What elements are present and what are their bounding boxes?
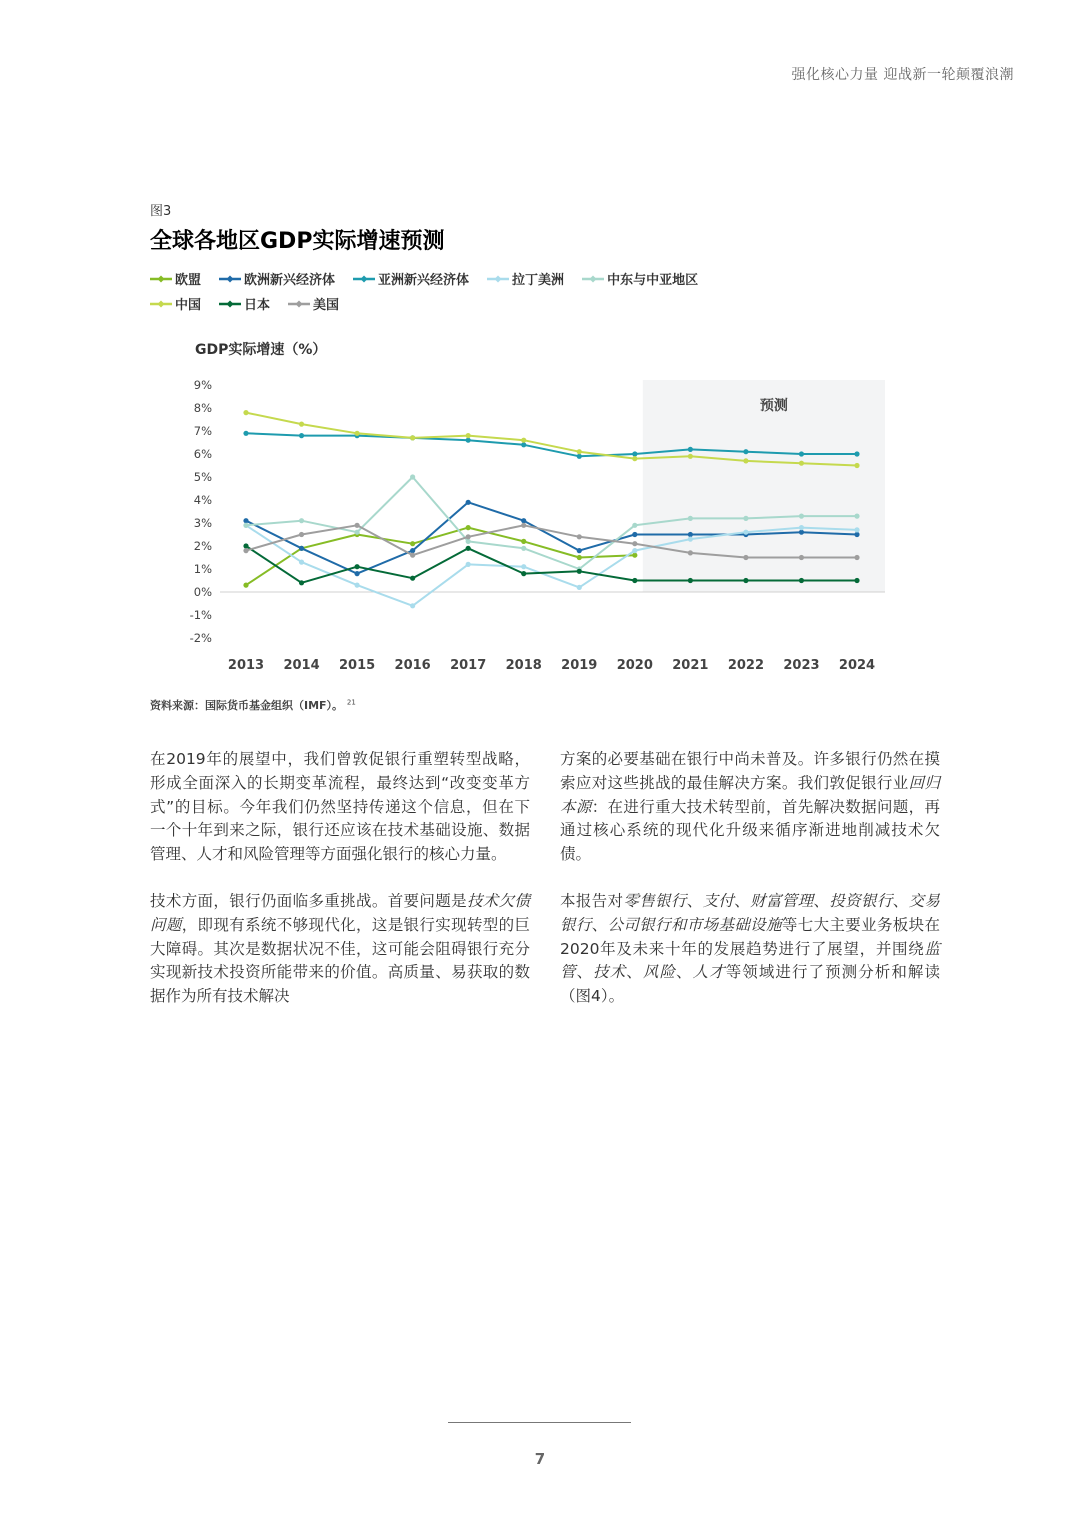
x-tick-label: 2022 [727,658,765,673]
data-point [854,555,859,560]
y-tick-label: 4% [193,493,212,507]
data-point [243,548,248,553]
data-point [743,458,748,463]
legend-swatch [288,299,310,309]
data-point [799,530,804,535]
data-point [632,532,637,537]
legend-swatch [150,274,172,284]
data-point [243,518,248,523]
legend-label: 欧洲新兴经济体 [244,273,336,288]
legend-swatch [219,299,241,309]
emphasis-text: 财富管理 [750,891,814,910]
data-point [410,474,415,479]
legend-swatch [219,274,241,284]
data-point [799,514,804,519]
legend-label: 中东与中亚地区 [607,273,699,288]
legend-item [353,269,469,288]
y-tick-label: 2% [193,539,212,553]
legend-item [582,269,698,288]
data-point [521,539,526,544]
text-run: 本报告对 [560,891,624,910]
data-point [521,564,526,569]
text-run: 、 [892,891,909,910]
data-point [521,438,526,443]
legend-item [219,294,270,313]
data-point [688,454,693,459]
data-point [521,523,526,528]
x-tick-label: 2019 [561,658,598,673]
data-point [577,585,582,590]
y-tick-label: 7% [193,424,212,438]
emphasis-text: 人才 [692,963,726,982]
data-point [354,583,359,588]
x-tick-label: 2014 [283,658,320,673]
legend-row [150,291,850,316]
legend-swatch [353,274,375,284]
y-tick-label: -1% [189,608,212,622]
legend-label: 日本 [244,298,271,313]
x-tick-label: 2023 [783,658,820,673]
data-point [410,435,415,440]
data-point [743,578,748,583]
legend-item [219,269,335,288]
text-run: 技术方面，银行仍面临多重挑战。首要问题是 [150,891,467,910]
data-point [521,442,526,447]
data-point [577,534,582,539]
legend-swatch [150,299,172,309]
data-point [466,438,471,443]
data-point [688,516,693,521]
data-point [299,518,304,523]
data-point [299,532,304,537]
data-point [299,546,304,551]
data-point [299,433,304,438]
data-point [632,456,637,461]
data-point [410,603,415,608]
text-run: 、 [676,963,693,982]
emphasis-text: 交易银行 [560,891,940,934]
legend-swatch [582,274,604,284]
legend-swatch [487,274,509,284]
data-point [743,555,748,560]
gdp-line-chart [150,330,910,685]
legend-item [150,294,201,313]
paragraph: 在2019年的展望中，我们曾敦促银行重塑转型战略，形成全面深入的长期变革流程，最终达到“改变变革方式”的目标。今年我们仍然坚持传递这个信息，但在下一个十年到来之际，银行还应该在技术基础设施、数据管理、人才和风险管理等方面强化银行的核心力量。 [150,750,530,864]
data-point [632,578,637,583]
data-point [410,576,415,581]
emphasis-text: 监管 [560,939,940,982]
chart-legend [150,266,850,316]
text-run: 、 [626,963,643,982]
emphasis-text: 回归本源 [560,773,940,816]
data-point [354,523,359,528]
y-tick-label: 6% [193,447,212,461]
text-run: ：在进行重大技术转型前，首先解决数据问题，再通过核心系统的现代化升级来循序渐进地削减技术欠债。 [560,797,940,864]
text-run: ，即现有系统不够现代化，这是银行实现转型的巨大障碍。其次是数据状况不佳，这可能会阻碍银行充分实现新技术投资所能带来的价值。高质量、易获取的数据作为所有技术解决 [150,915,530,1006]
data-point [577,548,582,553]
data-point [854,532,859,537]
data-point [799,578,804,583]
data-point [688,578,693,583]
data-point [466,539,471,544]
data-point [688,550,693,555]
data-point [854,578,859,583]
text-run: 等领域进行了预测分析和解读（图4）。 [560,963,940,1006]
legend-item [288,294,339,313]
paragraph [560,890,940,1009]
data-point [466,500,471,505]
data-point [799,555,804,560]
data-point [243,583,248,588]
figure-source [150,697,356,713]
x-tick-label: 2020 [616,658,653,673]
source-reference: 21 [346,698,356,707]
data-point [743,516,748,521]
data-point [632,523,637,528]
y-tick-label: 5% [193,470,212,484]
data-point [743,449,748,454]
y-tick-label: 9% [193,378,212,392]
emphasis-text: 技术 [593,963,627,982]
emphasis-text: 风险 [642,963,677,982]
legend-label: 亚洲新兴经济体 [378,273,470,288]
x-tick-label: 2016 [394,658,431,673]
data-point [688,537,693,542]
data-point [410,541,415,546]
body-column-left [150,748,530,1032]
data-point [632,553,637,558]
text-run: 、 [576,963,594,982]
data-point [243,523,248,528]
data-point [466,534,471,539]
legend-row [150,266,850,291]
running-header: 强化核心力量 迎战新一轮颠覆浪潮 [791,67,1014,83]
data-point [410,553,415,558]
x-tick-label: 2015 [338,658,376,673]
data-point [243,431,248,436]
text-run: 、 [734,891,751,910]
emphasis-text: 支付 [702,891,735,910]
data-point [466,525,471,530]
body-column-right [560,748,940,1032]
data-point [854,514,859,519]
legend-label: 欧盟 [175,273,202,288]
y-tick-label: 1% [193,562,212,576]
paragraph [150,890,530,1009]
source-text: 资料来源：国际货币基金组织（IMF）。 [150,699,344,712]
legend-item [150,269,201,288]
data-point [632,541,637,546]
data-point [577,555,582,560]
data-point [521,571,526,576]
text-run: 方案的必要基础在银行中尚未普及。许多银行仍然在摸索应对这些挑战的最佳解决方案。我们敦促银行业 [560,750,940,792]
page-number: 7 [534,1450,546,1468]
data-point [577,454,582,459]
data-point [688,447,693,452]
data-point [299,422,304,427]
y-tick-label: 8% [193,401,212,415]
text-run: 、 [591,915,608,934]
emphasis-text: 零售银行 [623,891,687,910]
footer-divider [448,1422,631,1423]
text-run: 等七大主要业务板块在2020年及未来十年的发展趋势进行了展望，并围绕 [560,915,940,958]
x-tick-label: 2013 [227,658,265,673]
data-point [354,431,359,436]
legend-item [487,269,564,288]
emphasis-text: 技术欠债问题 [150,891,530,934]
paragraph [560,748,940,867]
forecast-label: 预测 [759,398,788,414]
data-point [854,463,859,468]
y-tick-label: 0% [193,585,212,599]
legend-label: 中国 [175,298,202,313]
data-point [243,543,248,548]
data-point [688,532,693,537]
data-point [854,527,859,532]
legend-label: 拉丁美洲 [512,273,565,288]
text-run: 、 [813,891,830,910]
x-tick-label: 2018 [505,658,542,673]
data-point [577,449,582,454]
data-point [354,571,359,576]
x-tick-label: 2017 [450,658,487,673]
emphasis-text: 公司银行和市场基础设施 [607,915,782,934]
x-tick-label: 2021 [672,658,709,673]
data-point [410,548,415,553]
y-axis-label: GDP实际增速（%） [195,342,327,358]
y-tick-label: 3% [193,516,212,530]
legend-label: 美国 [313,298,340,313]
data-point [521,518,526,523]
data-point [466,562,471,567]
text-run: 、 [686,891,703,910]
data-point [799,451,804,456]
data-point [299,580,304,585]
data-point [466,546,471,551]
x-tick-label: 2024 [838,658,876,673]
y-tick-label: -2% [189,631,212,645]
data-point [632,451,637,456]
data-point [577,569,582,574]
data-point [521,546,526,551]
figure-title: 全球各地区GDP实际增速预测 [150,229,445,254]
data-point [743,530,748,535]
data-point [799,461,804,466]
data-point [243,410,248,415]
emphasis-text: 投资银行 [829,891,893,910]
data-point [354,564,359,569]
data-point [854,451,859,456]
data-point [466,433,471,438]
data-point [632,548,637,553]
data-point [799,525,804,530]
figure-label: 图3 [150,204,172,219]
data-point [299,560,304,565]
data-point [354,530,359,535]
